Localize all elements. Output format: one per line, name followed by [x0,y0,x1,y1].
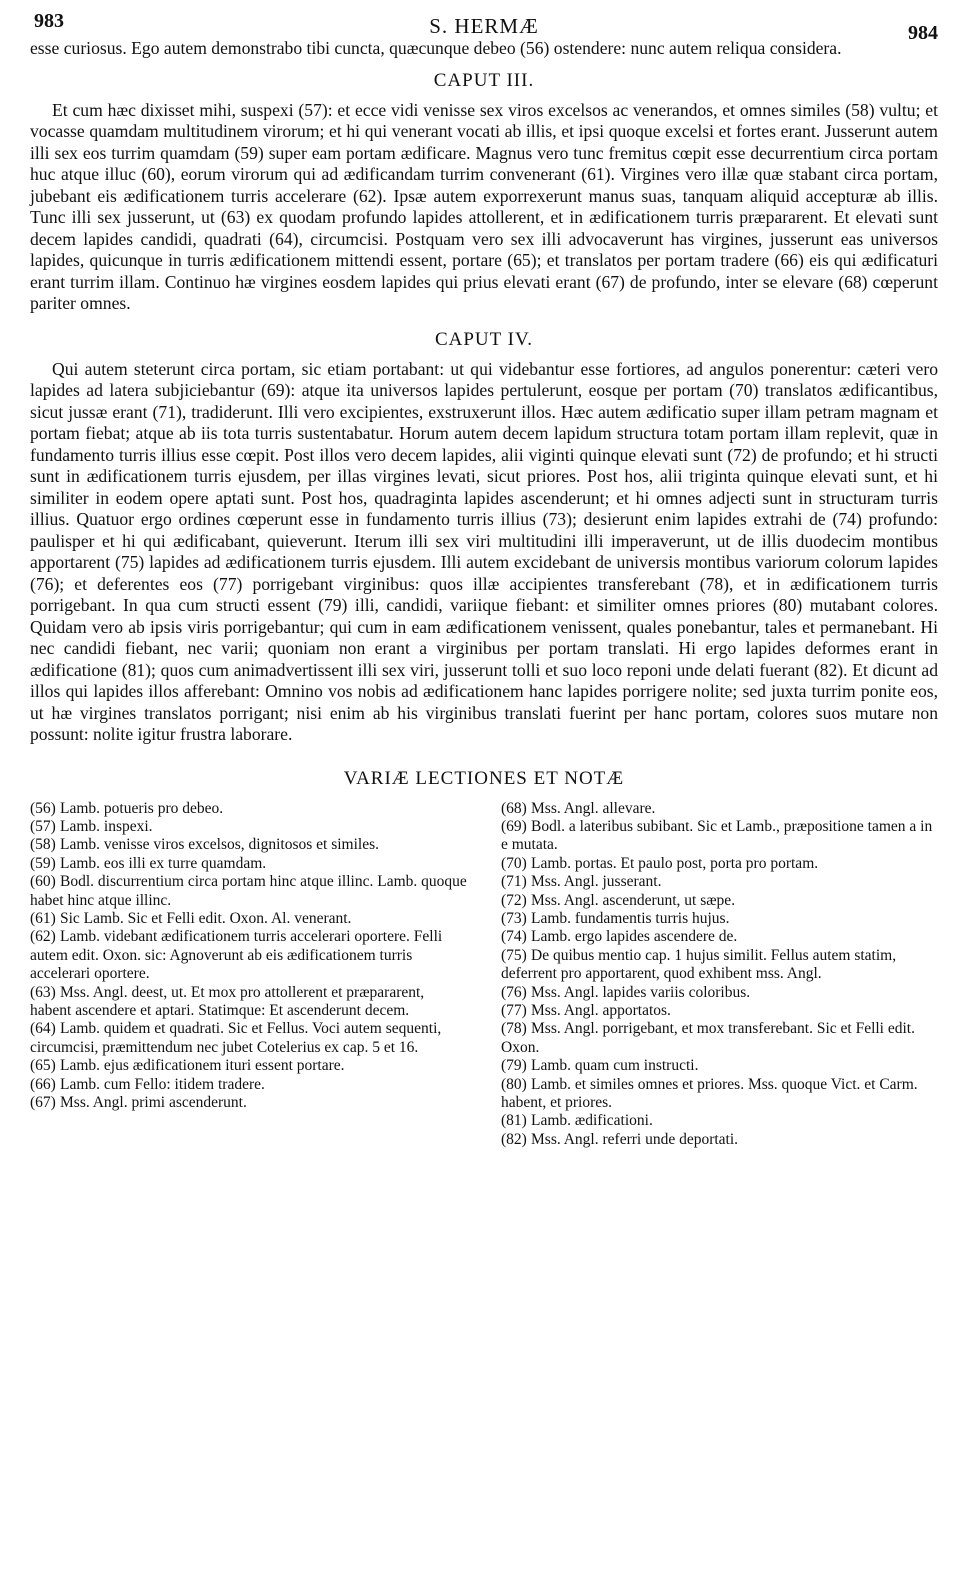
note-item: (56) Lamb. potueris pro debeo. [30,799,224,817]
note-item: (71) Mss. Angl. jusserant. [501,873,662,891]
note-item: (77) Mss. Angl. apportatos. [501,1001,671,1019]
note-item: (70) Lamb. portas. Et paulo post, porta pro portam. [501,854,819,872]
notes-title: VARIÆ LECTIONES ET NOTÆ [343,767,625,789]
page-header [30,0,938,44]
note-item: (67) Mss. Angl. primi ascenderunt. [30,1094,247,1111]
notes-right-column [501,800,938,1150]
note-item: (66) Lamb. cum Fello: itidem tradere. [30,1075,265,1093]
chapter-4-title: CAPUT IV. [434,328,534,350]
note-item: (58) Lamb. venisse viros excelsos, dignitosos et similes. [30,836,380,854]
note-item: (75) De quibus mentio cap. 1 hujus similit. Fellus autem statim, deferrent pro apportarent, quod exhibent mss. Angl. [501,946,897,983]
note-item: (68) Mss. Angl. allevare. [501,799,656,817]
note-item: (69) Bodl. a lateribus subibant. Sic et Lamb., præpositione tamen a in e mutata. [501,817,933,854]
note-item: (74) Lamb. ergo lapides ascendere de. [501,928,738,946]
note-item: (63) Mss. Angl. deest, ut. Et mox pro attollerent et præpararent, habent ascendere et aptari. Statimque: Et ascenderunt decem. [30,983,425,1019]
running-title: S. HERMÆ [429,14,539,38]
notes-section [30,800,938,1150]
intro-paragraph: esse curiosus. Ego autem demonstrabo tibi cuncta, quæcunque debeo (56) ostendere: nunc autem reliqua considera. [30,38,842,58]
note-item: (62) Lamb. videbant ædificationem turris accelerari oportere. Felli autem edit. Oxon. sic: Agnoverunt ab eis ædificationem turris accelerari oportere. [30,928,443,983]
chapter-3-title: CAPUT III. [433,69,535,91]
note-item: (78) Mss. Angl. porrigebant, et mox transferebant. Sic et Felli edit. Oxon. [501,1020,915,1056]
chapter-4-text: Qui autem steterunt circa portam, sic etiam portabant: ut qui videbantur esse fortiores, ad angulos ponerentur: cæteri vero lapides ad latera subjiciebantur (69): atque ita universos lapides pertulerunt, eosque per portam (70) translatos ædificantibus, sicut jussæ erant (71), tradiderunt. Illi vero excipientes, exstruxerunt illos. Hæc autem ædificatio super illam petram magnam et portam fiebat; atque ab iis tota turris sustentabatur. Horum autem decem lapidum structura totam portam illam replevit, quæ in fundamento turris illius esse cœpit. Post illos vero decem lapides, alii viginti quinque elevati sunt (72) de profundo; et hi structi sunt in ædificationem turris ejusdem, per illas virgines levati, sicut priores. Post hos, alii triginta quinque elevati sunt, et hi similiter in eodem opere aptati sunt. Post hos, quadraginta lapides ascenderunt; et hi omnes adjecti sunt in structuram turris illius. Quatuor ergo ordines cœperunt esse in fundamento turris illius (73); desierunt enim lapides extrahi de (74) profundo: paulisper et hi qui ædificabant, quieverunt. Iterum illi sex viri multitudini illi imperaverunt, ut de illis duodecim montibus apportarent (75) lapides ad ædificationem turris ejusdem. Illi autem excidebant de universis montibus variorum colorum lapides (76); et deferentes eos (77) porrigebant virginibus: quos illæ accipientes transferebant (78), et in ædificationem turris porrigebant. In qua cum structi essent (79) illi, candidi, variique fiebant: et similiter omnes priores (80) mutabant colores. Quidam vero ab ipsis viris porrigebantur; qui cum in eam ædificationem venissent, quales ponebantur, tales et permanebant. Hi nec candidi fiebant, nec varii; quoniam non erant a virginibus per portam translati. Hi ergo lapides deformes erant in ædificatione (81); quos cum animadvertissent illi sex viri, jusserunt tolli et suo loco reponi unde delati fuerant (82). Et dicunt ad illos qui lapides illos afferebant: Omnino vos nobis ad ædificationem hanc lapides porrigere nolite; sed juxta turrim ponite eos, ut hæ virgines translatos porrigant; nisi enim ab his virginibus translati fuerint per hanc portam, colores suos mutare non possunt: nolite igitur frustra laborare. [30,358,938,744]
note-item: (82) Mss. Angl. referri unde deportati. [501,1130,739,1148]
page-number-right: 984 [908,22,938,44]
note-item: (73) Lamb. fundamentis turris hujus. [501,909,730,927]
note-item: (57) Lamb. inspexi. [30,817,153,835]
note-item: (81) Lamb. ædificationi. [501,1112,653,1130]
note-item: (65) Lamb. ejus ædificationem ituri essent portare. [30,1057,345,1075]
note-item: (61) Sic Lamb. Sic et Felli edit. Oxon. Al. venerant. [30,909,352,927]
note-item: (80) Lamb. et similes omnes et priores. Mss. quoque Vict. et Carm. habent, et priores. [501,1075,918,1111]
note-item: (64) Lamb. quidem et quadrati. Sic et Fellus. Voci autem sequenti, circumcisi, præmittendum nec jubet Cotelerius ex cap. 5 et 16. [30,1020,442,1056]
note-item: (60) Bodl. discurrentium circa portam hinc atque illinc. Lamb. quoque habet hinc atque illinc. [30,873,467,909]
note-item: (72) Mss. Angl. ascenderunt, ut sæpe. [501,891,736,909]
note-item: (59) Lamb. eos illi ex turre quamdam. [30,854,267,872]
note-item: (79) Lamb. quam cum instructi. [501,1057,699,1075]
chapter-3-text: Et cum hæc dixisset mihi, suspexi (57): et ecce vidi venisse sex viros excelsos ac venerandos, et omnes similes (58) vultu; et vocasse quamdam multitudinem virorum; et hi qui venerant vocati ab illis, et ipsi quoque excelsi et fortes erant. Jusserunt autem illi sex eos turrim quamdam (59) super eam portam ædificare. Magnus vero tunc fremitus cœpit esse decurrentium circa portam huc atque illuc (60), eorum virorum qui ad ædificandam turrim convenerant (61). Virgines vero illæ quæ stabant circa portam, jubebant eis ædificationem turris accelerare (62). Ipsæ autem exporrexerunt manus suas, tanquam aliquid accepturæ ab illis. Tunc illi sex jusserunt, ut (63) ex quodam profundo lapides attollerent, et in ædificationem turris præpararent. Et elevati sunt decem lapides candidi, quadrati (64), circumcisi. Postquam vero sex illi advocaverunt has virgines, jusserunt eas universos lapides, quicunque in turris ædificationem mittendi essent, portare (65); et translatos per portam tradere (66) eis qui ædificaturi erant turrim illam. Continuo hæ virgines eosdem lapides qui prius elevati erant (67) de profundo, inter se elevare (68) cœperunt pariter omnes. [30,99,938,313]
note-item: (76) Mss. Angl. lapides variis coloribus. [501,983,751,1001]
page-number-left: 983 [34,10,64,32]
notes-left-column [30,800,467,1150]
